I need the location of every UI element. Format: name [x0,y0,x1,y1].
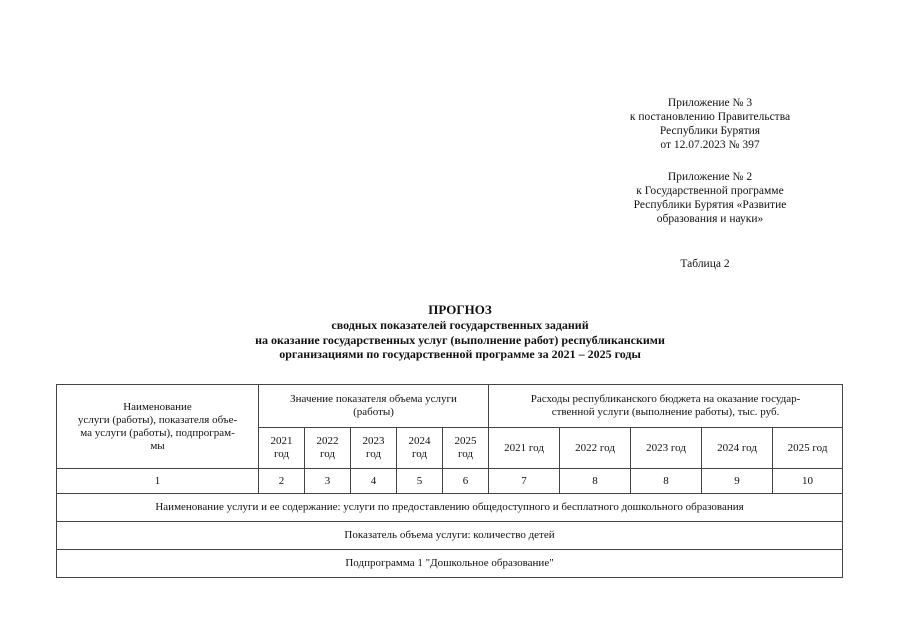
volume-year-cell: 2023 год [351,428,397,469]
expense-year-cell: 2021 год [489,428,560,469]
appendix-2-title: Приложение № 2 [667,171,753,183]
expense-year-cell: 2024 год [702,428,773,469]
column-number-cell: 6 [443,469,489,494]
table-row-subprogram: Подпрограмма 1 "Дошкольное образование" [57,550,843,578]
appendix-3-line: Республики Бурятия [659,125,761,137]
title-line: сводных показателей государственных заданий [331,318,589,332]
column-number-cell: 10 [773,469,843,494]
column-number-cell: 7 [489,469,560,494]
table-row-service-name: Наименование услуги и ее содержание: услуги по предоставлению общедоступного и бесплатного дошкольного образования [57,494,843,522]
column-number-cell: 1 [57,469,259,494]
table-label: Таблица 2 [680,258,730,270]
volume-year-cell: 2024 год [397,428,443,469]
appendix-3-line: к постановлению Правительства [629,111,791,123]
appendix-3-block [590,96,830,152]
appendix-2-line: образования и науки» [656,213,764,225]
column-number-cell: 8 [560,469,631,494]
title-line: на оказание государственных услуг (выполнение работ) республиканскими [255,332,665,347]
column-number-cell: 8 [631,469,702,494]
appendix-2-line: к Государственной программе [636,185,784,197]
volume-year-cell: 2021 год [259,428,305,469]
header-name-cell: Наименование услуги (работы), показателя объе- ма услуги (работы), подпрограм- мы [57,385,259,469]
appendix-3-title: Приложение № 3 [667,97,753,109]
title-heading: ПРОГНОЗ [428,302,492,317]
expense-year-cell: 2025 год [773,428,843,469]
column-number-cell: 4 [351,469,397,494]
header-expenses-cell: Расходы республиканского бюджета на оказание государ- ственной услуги (выполнение работы), тыс. руб. [489,385,843,428]
appendix-2-line: Республики Бурятия «Развитие [633,199,787,211]
column-number-cell: 9 [702,469,773,494]
column-number-cell: 3 [305,469,351,494]
appendix-2-block [590,170,830,226]
forecast-table [56,384,843,578]
column-number-cell: 5 [397,469,443,494]
appendix-3-date: от 12.07.2023 № 397 [660,139,760,151]
expense-year-cell: 2023 год [631,428,702,469]
title-line: организациями по государственной программе за 2021 – 2025 годы [279,347,641,361]
table-row-volume-indicator: Показатель объема услуги: количество детей [57,522,843,550]
column-number-cell: 2 [259,469,305,494]
expense-year-cell: 2022 год [560,428,631,469]
volume-year-cell: 2022 год [305,428,351,469]
document-title [120,302,800,362]
header-volume-cell: Значение показателя объема услуги (работы) [259,385,489,428]
volume-year-cell: 2025 год [443,428,489,469]
